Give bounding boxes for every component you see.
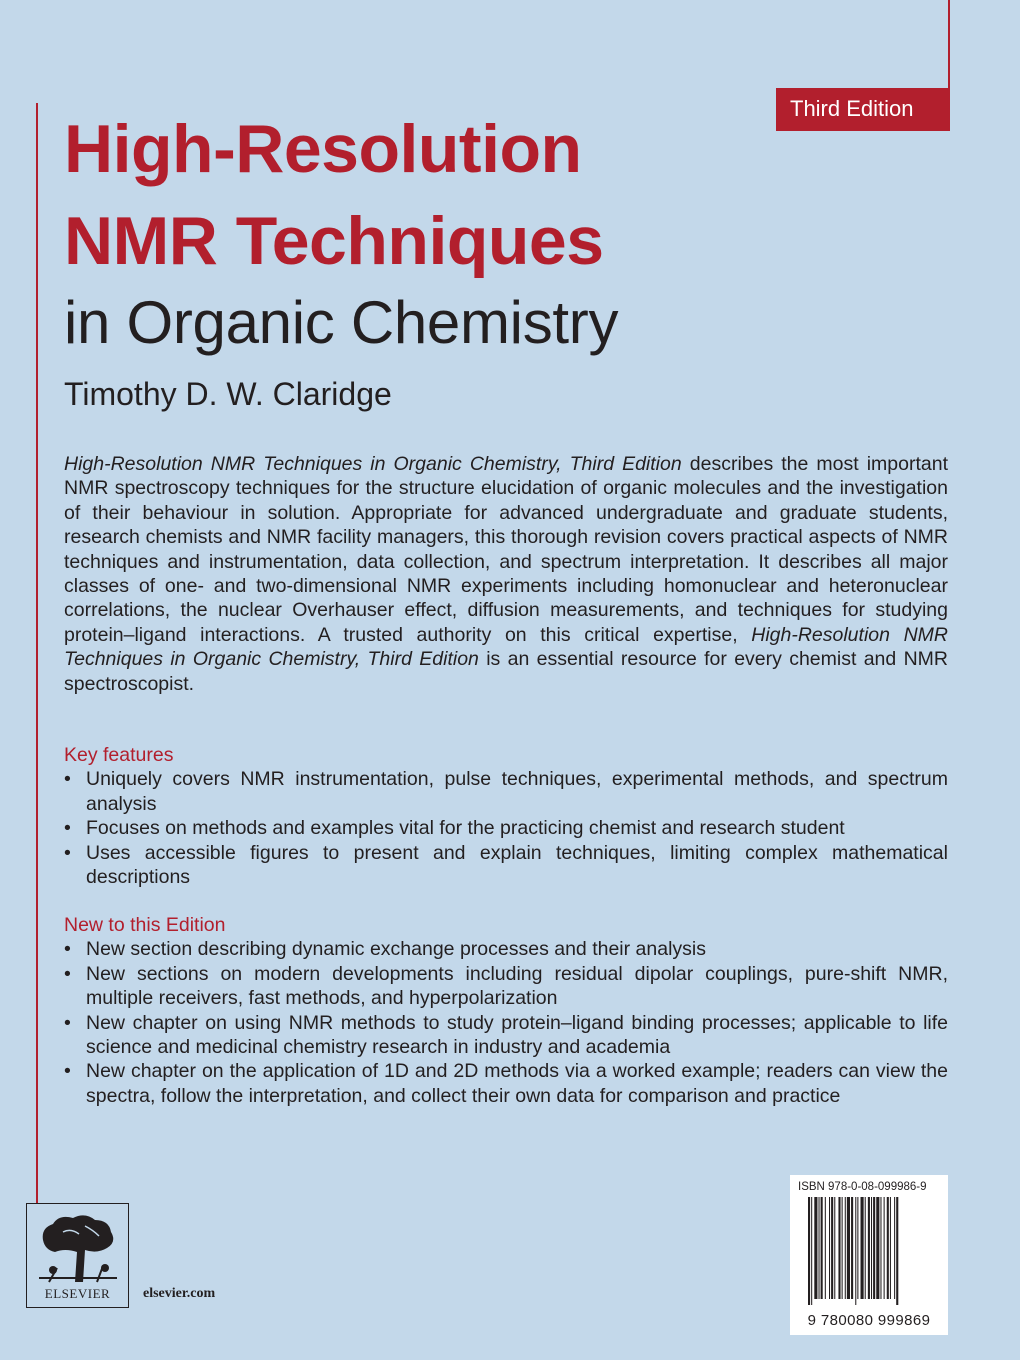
publisher-logo: [26, 1203, 129, 1308]
description-text-1: describes the most important NMR spectroscopy techniques for the structure elucidation of organic molecules and the investigation of their behaviour in solution. Appropriate for advanced undergraduate and graduate students, research chemists and NMR facility managers, this thorough revision covers practical aspects of NMR techniques and instrumentation, data collection, and spectrum interpretation. It describes all major classes of one- and two-dimensional NMR experiments including homonuclear and heteronuclear correlations, the nuclear Overhauser effect, diffusion measurements, and techniques for studying protein–ligand interactions. A trusted authority on this critical expertise,: [64, 453, 948, 646]
book-subtitle: in Organic Chemistry: [64, 289, 619, 356]
bullet-icon: •: [64, 1011, 71, 1034]
description-italic-title-2: High-Resolution NMR Techniques in Organic Chemistry, Third Edition: [64, 623, 948, 671]
publisher-website: elsevier.com: [143, 1286, 216, 1301]
bullet-icon: •: [64, 938, 71, 961]
new-edition-section: [64, 913, 948, 1108]
list-item: [64, 767, 948, 816]
bullet-icon: •: [64, 817, 71, 840]
isbn-text: ISBN 978-0-08-099986-9: [798, 1181, 927, 1193]
book-title: [64, 103, 604, 287]
list-item: [64, 962, 948, 1011]
list-item-text: New section describing dynamic exchange processes and their analysis: [86, 938, 706, 961]
new-edition-heading: New to this Edition: [64, 914, 226, 936]
title-line-1: High-Resolution: [64, 111, 582, 187]
list-item-text: Uses accessible figures to present and explain techniques, limiting complex mathematical descriptions: [86, 841, 948, 889]
barcode-number: 9 780080 999869: [807, 1312, 931, 1329]
barcode-bars-icon: [808, 1197, 932, 1305]
list-item-text: New chapter on using NMR methods to study protein–ligand binding processes; applicable to life science and medicinal chemistry research in industry and academia: [86, 1011, 948, 1059]
list-item: [64, 816, 948, 840]
list-item: [64, 1059, 948, 1108]
key-features-section: [64, 743, 948, 889]
list-item-text: Focuses on methods and examples vital for the practicing chemist and research student: [86, 817, 845, 840]
list-item-text: New sections on modern developments including residual dipolar couplings, pure-shift NMR, multiple receivers, fast methods, and hyperpolarization: [86, 962, 948, 1010]
list-item: [64, 841, 948, 890]
title-line-2: NMR Techniques: [64, 203, 604, 279]
edition-badge: Third Edition: [776, 88, 950, 131]
bullet-icon: •: [64, 768, 71, 791]
list-item: [64, 937, 948, 961]
bullet-icon: •: [64, 962, 71, 985]
bullet-icon: •: [64, 1060, 71, 1083]
list-item-text: New chapter on the application of 1D and 2D methods via a worked example; readers can view the spectra, follow the interpretation, and collect their own data for comparison and practice: [86, 1060, 948, 1107]
description-text-2: is an essential resource for every chemist and NMR spectroscopist.: [64, 648, 948, 695]
new-edition-list: [64, 937, 948, 1108]
tree-logo-icon: [35, 1212, 121, 1284]
key-features-heading: Key features: [64, 744, 174, 766]
bullet-icon: •: [64, 841, 71, 864]
list-item: [64, 1011, 948, 1060]
publisher-logo-text: ELSEVIER: [44, 1286, 111, 1301]
book-author: Timothy D. W. Claridge: [64, 376, 392, 412]
key-features-list: [64, 767, 948, 889]
book-description: [64, 452, 948, 696]
left-accent-rule: [36, 103, 38, 1223]
barcode: [790, 1175, 948, 1335]
list-item-text: Uniquely covers NMR instrumentation, pulse techniques, experimental methods, and spectrum analysis: [86, 768, 948, 815]
description-italic-title-1: High-Resolution NMR Techniques in Organic Chemistry, Third Edition: [64, 453, 682, 475]
